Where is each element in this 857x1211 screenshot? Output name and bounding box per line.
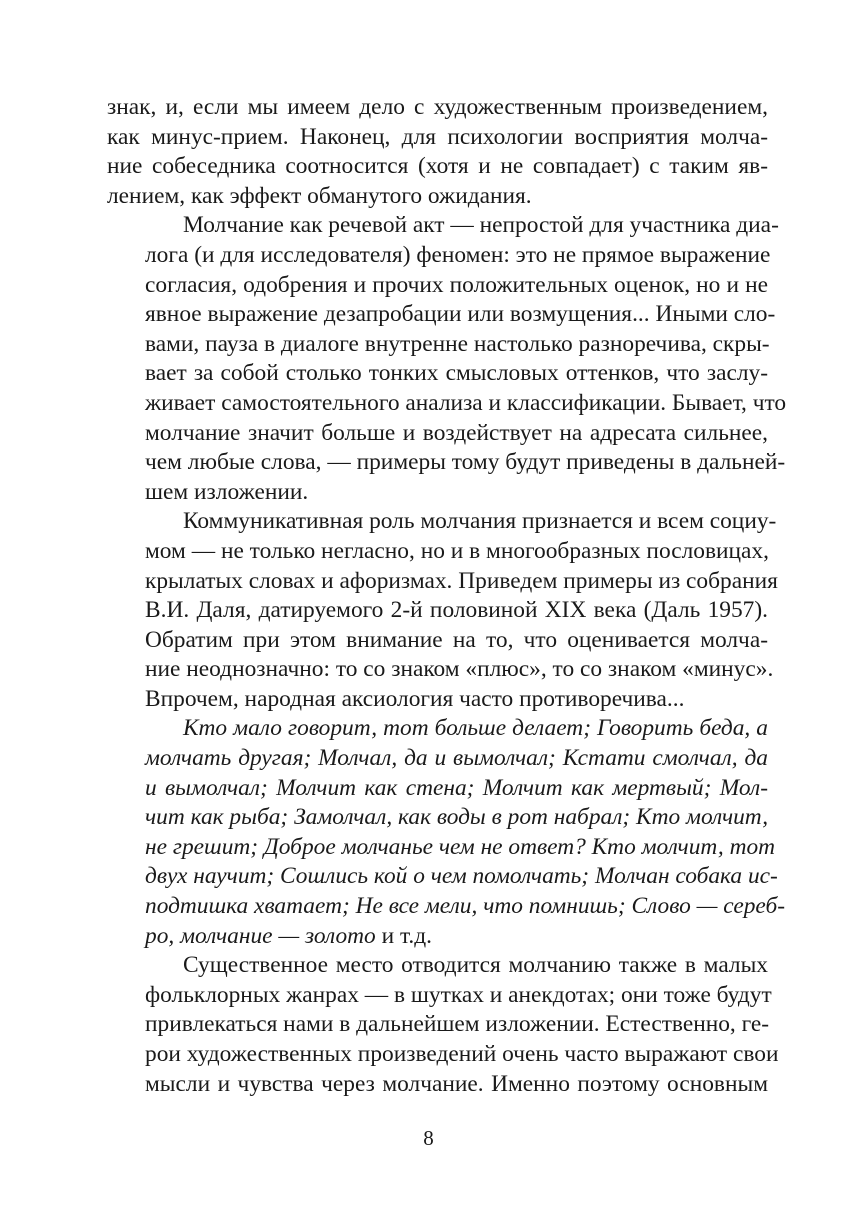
text-line: знак, и, если мы имеем дело с художественным произведением, — [107, 94, 768, 120]
text-line: вами, пауза в диалоге внутренне настолько разноречива, скры- — [145, 330, 770, 357]
proverb-tail-etc: и т.д. — [375, 922, 433, 949]
proverb-line: и вымолчал; Молчит как стена; Молчит как мертвый; Мол- — [145, 774, 768, 801]
text-line: ние собеседника соотносится (хотя и не совпадает) с таким яв- — [107, 153, 768, 180]
text-line: чем любые слова, — примеры тому будут приведены в дальней- — [145, 449, 786, 476]
text-line: Существенное место отводится молчанию также в малых — [183, 952, 768, 979]
text-line: Обратим при этом внимание на то, что оценивается молча- — [145, 626, 768, 653]
proverb-line: Кто мало говорит, тот больше делает; Говорить беда, а — [183, 715, 768, 742]
paragraph-5 — [107, 951, 779, 1099]
page-number: 8 — [423, 1126, 434, 1150]
text-line: лением, как эффект обманутого ожидания. — [107, 182, 532, 209]
proverbs-paragraph — [107, 714, 786, 951]
paragraph-3 — [107, 507, 778, 714]
text-line: Молчание как речевой акт — непростой для участника диа- — [183, 212, 779, 239]
text-line: живает самостоятельного анализа и классификации. Бывает, что — [145, 389, 787, 416]
proverb-line: чит как рыба; Замолчал, как воды в рот набрал; Кто молчит, — [145, 804, 769, 831]
text-line: лога (и для исследователя) феномен: это не прямое выражение — [145, 241, 771, 268]
paragraph-2 — [107, 211, 787, 507]
body-text — [107, 93, 787, 1099]
text-line: В.И. Даля, датируемого 2-й половиной XIX века (Даль 1957). — [145, 597, 768, 624]
text-line: как минус-прием. Наконец, для психологии восприятия молча- — [107, 123, 768, 150]
text-line: согласия, одобрения и прочих положительных оценок, но и не — [145, 271, 768, 298]
paragraph-1 — [107, 93, 768, 211]
text-line: молчание значит больше и воздействует на адресата сильнее, — [145, 419, 768, 446]
proverb-line: не грешит; Доброе молчанье чем не ответ? Кто молчит, тот — [145, 833, 776, 860]
text-line: фольклорных жанрах — в шутках и анекдотах; они тоже будут — [145, 981, 772, 1008]
proverb-line: молчать другая; Молчал, да и вымолчал; Кстати смолчал, да — [145, 745, 768, 772]
text-line: мом — не только негласно, но и в многообразных пословицах, — [145, 537, 769, 564]
proverb-line-last — [107, 922, 768, 952]
proverb-tail-italic: ро, молчание — золото — [145, 922, 376, 949]
text-line: вает за собой столько тонких смысловых оттенков, что заслу- — [145, 360, 768, 387]
text-line: ние неоднозначно: то со знаком «плюс», то со знаком «минус». — [145, 656, 774, 683]
text-line: Впрочем, народная аксиология часто противоречива... — [145, 685, 685, 712]
proverb-line: двух научит; Сошлись кой о чем помолчать; Молчан собака ис- — [145, 863, 778, 890]
text-line: явное выражение дезапробации или возмущения... Иными сло- — [145, 301, 776, 328]
text-line: Коммуникативная роль молчания признается и всем социу- — [183, 508, 777, 535]
text-line: крылатых словах и афоризмах. Приведем примеры из собрания — [145, 567, 778, 594]
text-line: шем изложении. — [145, 478, 309, 505]
text-line: рои художественных произведений очень часто выражают свои — [145, 1041, 779, 1067]
text-line: привлекаться нами в дальнейшем изложении. Естественно, ге- — [145, 1011, 770, 1038]
proverb-line: подтишка хватает; Не все мели, что помнишь; Слово — сереб- — [145, 893, 786, 920]
text-line: мысли и чувства через молчание. Именно поэтому основным — [145, 1070, 768, 1097]
